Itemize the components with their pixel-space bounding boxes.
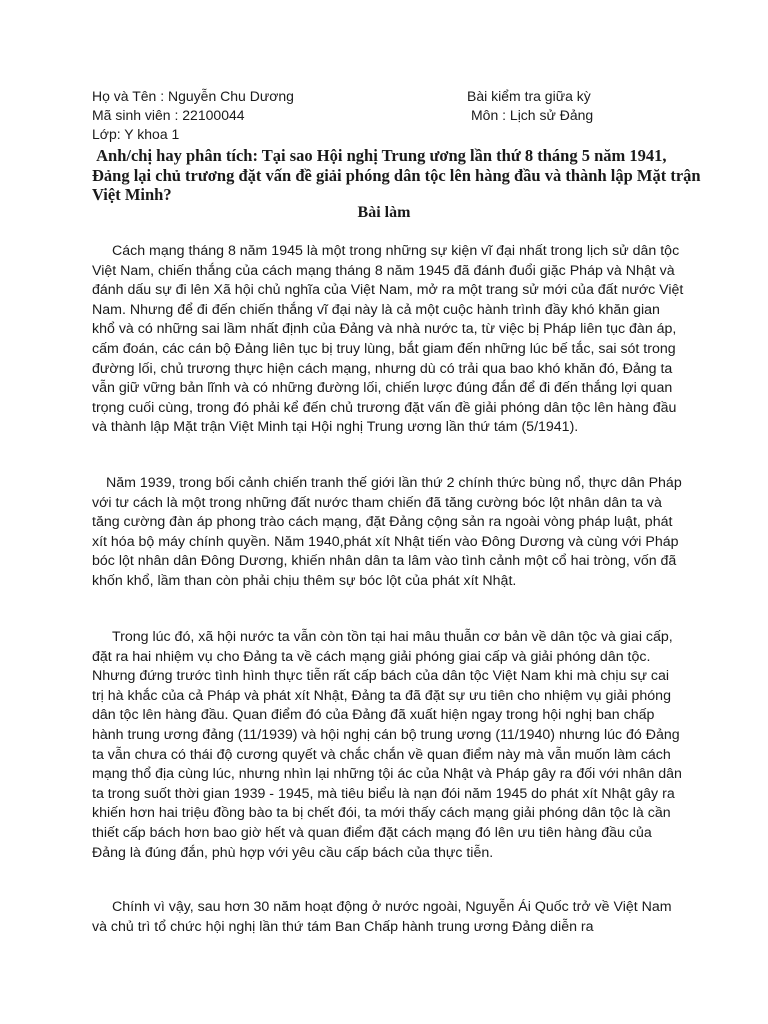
student-class: Lớp: Y khoa 1 <box>92 126 180 142</box>
question-heading <box>92 146 702 205</box>
paragraph: Cách mạng tháng 8 năm 1945 là một trong những sự kiện vĩ đại nhất trong lịch sử dân tộc Việt Nam, chiến thắng của cách mạng tháng 8 năm 1945 đã đánh đuổi giặc Pháp và Nhật và đánh dấu sự đi lên Xã hội chủ nghĩa của Việt Nam, mở ra một trang sử mới của đất nước Việt Nam. Nhưng để đi đến chiến thắng vĩ đại này là cả một cuộc hành trình đầy khó khăn gian khổ và có những sai lầm nhất định của Đảng và nhà nước ta, từ việc bị Pháp liên tục đàn áp, cấm đoán, các cán bộ Đảng liên tục bị truy lùng, bắt giam đến những lúc bế tắc, sai sót trong đường lối, chủ trương thực hiện cách mạng, nhưng dù có trải qua bao khó khăn đó, Đảng ta vẫn giữ vững bản lĩnh và có những đường lối, chiến lược đúng đắn để đi đến thắng lợi quan trọng cuối cùng, trong đó phải kể đến chủ trương đặt vấn đề giải phóng dân tộc lên hàng đầu và thành lập Mặt trận Việt Minh tại Hội nghị Trung ương lần thứ tám (5/1941). <box>92 243 684 436</box>
paragraph: Trong lúc đó, xã hội nước ta vẫn còn tồn tại hai mâu thuẫn cơ bản về dân tộc và giai cấp, đặt ra hai nhiệm vụ cho Đảng ta về cách mạng giải phóng giai cấp và giải phóng dân tộc. Nhưng đứng trước tình hình thực tiễn rất cấp bách của dân tộc Việt Nam khi mà chịu sự cai trị hà khắc của cả Pháp và phát xít Nhật, Đảng ta đã đặt sự ưu tiên cho nhiệm vụ giải phóng dân tộc lên hàng đầu. Quan điểm đó của Đảng đã xuất hiện ngay trong hội nghị ban chấp hành trung ương đảng (11/1939) và hội nghị cán bộ trung ương (11/1940) nhưng lúc đó Đảng ta vẫn chưa có thái độ cương quyết và chắc chắn về quan điểm này mà vẫn muốn làm cách mạng thổ địa cùng lúc, nhưng nhìn lại những tội ác của Nhật và Pháp gây ra đối với nhân dân ta trong suốt thời gian 1939 - 1945, mà tiêu biểu là nạn đói năm 1945 do phát xít Nhật gây ra khiến hơn hai triệu đồng bào ta bị chết đói, ta mới thấy cách mạng giải phóng dân tộc là cần thiết cấp bách hơn bao giờ hết và quan điểm đặt cách mạng đó lên ưu tiên hàng đầu của Đảng là đúng đắn, phù hợp với yêu cầu cấp bách của thực tiễn. <box>92 629 682 861</box>
exam-title: Bài kiểm tra giữa kỳ <box>467 88 591 104</box>
paragraph: Chính vì vậy, sau hơn 30 năm hoạt động ở nước ngoài, Nguyễn Ái Quốc trở về Việt Nam và chủ trì tổ chức hội nghị lần thứ tám Ban Chấp hành trung ương Đảng diễn ra <box>92 899 672 935</box>
student-id: Mã sinh viên : 22100044 <box>92 107 245 123</box>
student-name: Họ và Tên : Nguyễn Chu Dương <box>92 88 294 104</box>
subject: Môn : Lịch sử Đảng <box>471 107 594 123</box>
answer-title: Bài làm <box>357 204 411 221</box>
question-text: Anh/chị hay phân tích: Tại sao Hội nghị Trung ương lần thứ 8 tháng 5 năm 1941, Đảng lại chủ trương đặt vấn đề giải phóng dân tộc lên hàng đầu và thành lập Mặt trận Việt Minh? <box>92 146 701 204</box>
paragraph: Năm 1939, trong bối cảnh chiến tranh thế giới lần thứ 2 chính thức bùng nổ, thực dân Pháp với tư cách là một trong những đất nước tham chiến đã tăng cường bóc lột nhân dân ta và tăng cường đàn áp phong trào cách mạng, đặt Đảng cộng sản ra ngoài vòng pháp luật, phát xít hóa bộ máy chính quyền. Năm 1940,phát xít Nhật tiến vào Đông Dương và cùng với Pháp bóc lột nhân dân Đông Dương, khiến nhân dân ta lâm vào tình cảnh một cổ hai tròng, vốn đã khốn khổ, lầm than còn phải chịu thêm sự bóc lột của phát xít Nhật. <box>92 475 682 589</box>
